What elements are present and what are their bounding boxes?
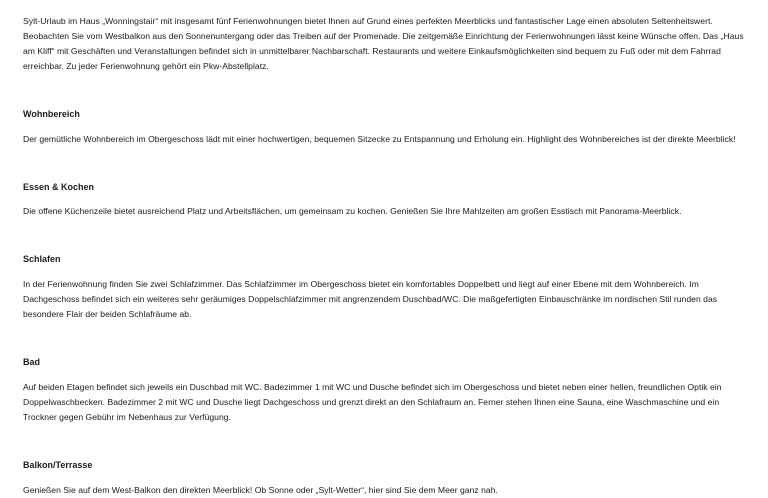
- section-heading-wohnbereich: Wohnbereich: [23, 109, 80, 119]
- section-heading-essen-kochen: Essen & Kochen: [23, 182, 95, 192]
- intro-paragraph: Sylt-Urlaub im Haus „Wonningstair“ mit insgesamt fünf Ferienwohnungen bietet Ihnen auf Grund eines perfekten Meerblicks und fantastischer Lage einen absoluten Seltenheitswert. Beobachten Sie vom Westbalkon aus den Sonnenuntergang oder das Treiben auf der Promenade. Die zeitgemäße Einrichtung der Ferienwohnungen lässt keine Wünsche offen. Das „Haus am Kliff“ mit Geschäften und Veranstaltungen befindet sich in unmittelbarer Nachbarschaft. Restaurants und weitere Einkaufsmöglichkeiten sind bequem zu Fuß oder mit dem Fahrrad erreichbar. Zu jeder Ferienwohnung gehört ein Pkw-Abstellplatz.: [23, 16, 744, 71]
- section-text-wohnbereich: Der gemütliche Wohnbereich im Obergeschoss lädt mit einer hochwertigen, bequemen Sitzecke zu Entspannung und Erholung ein. Highlight des Wohnbereiches ist der direkte Meerblick!: [23, 134, 736, 144]
- section-balkon-terrasse: [23, 458, 752, 498]
- section-wohnbereich: [23, 107, 752, 147]
- section-text-schlafen: In der Ferienwohnung finden Sie zwei Schlafzimmer. Das Schlafzimmer im Obergeschoss bietet ein komfortables Doppelbett und liegt auf einer Ebene mit dem Wohnbereich. Im Dachgeschoss befindet sich ein weiteres sehr geräumiges Doppelschlafzimmer mit angrenzendem Duschbad/WC. Die maßgefertigten Einbauschränke im nordischen Stil runden das besondere Flair der beiden Schlafräume ab.: [23, 279, 718, 319]
- section-text-essen-kochen: Die offene Küchenzeile bietet ausreichend Platz und Arbeitsflächen, um gemeinsam zu kochen. Genießen Sie Ihre Mahlzeiten am großen Esstisch mit Panorama-Meerblick.: [23, 206, 682, 216]
- section-text-balkon-terrasse: Genießen Sie auf dem West-Balkon den direkten Meerblick! Ob Sonne oder „Sylt-Wetter“, hier sind Sie dem Meer ganz nah.: [23, 485, 498, 495]
- section-schlafen: [23, 252, 752, 322]
- section-heading-balkon-terrasse: Balkon/Terrasse: [23, 460, 93, 470]
- section-text-bad: Auf beiden Etagen befindet sich jeweils ein Duschbad mit WC. Badezimmer 1 mit WC und Dusche befindet sich im Obergeschoss und bietet neben einer hellen, freundlichen Optik ein Doppelwaschbecken. Badezimmer 2 mit WC und Dusche liegt Dachgeschoss und grenzt direkt an den Schlafraum an. Ferner stehen Ihnen eine Sauna, eine Waschmaschine und ein Trockner gegen Gebühr im Nebenhaus zur Verfügung.: [23, 382, 722, 422]
- section-bad: [23, 355, 752, 425]
- section-heading-schlafen: Schlafen: [23, 254, 61, 264]
- section-heading-bad: Bad: [23, 357, 41, 367]
- section-essen-kochen: [23, 180, 752, 219]
